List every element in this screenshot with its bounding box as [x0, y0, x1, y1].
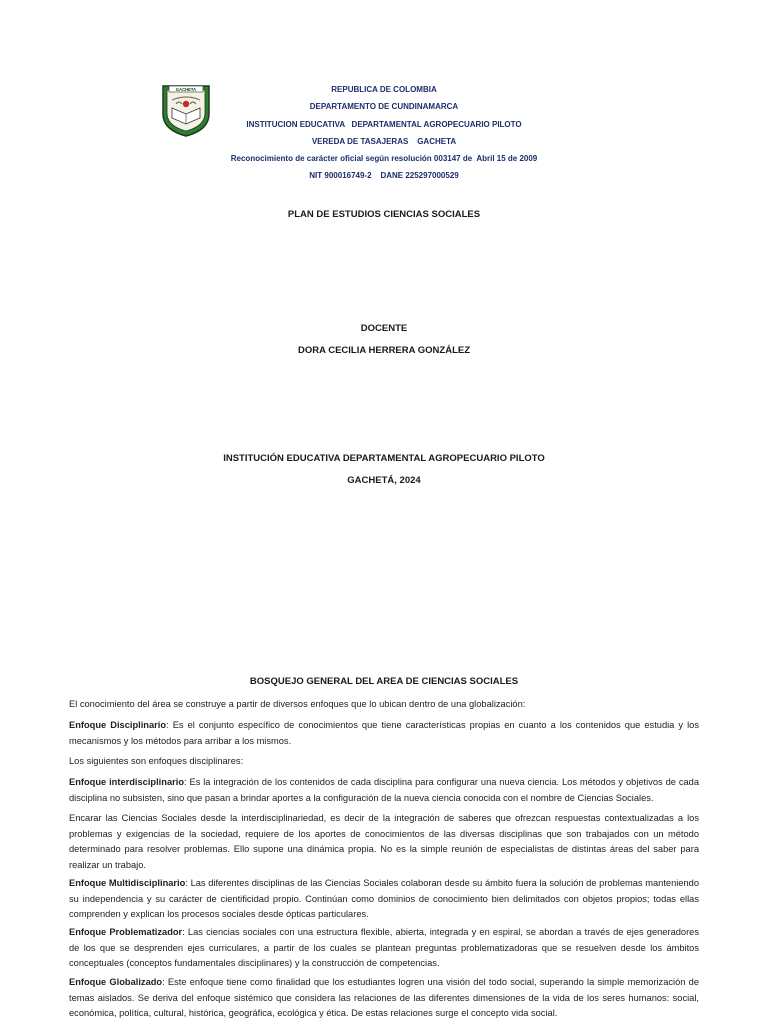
text-globalizado: : Este enfoque tiene como finalidad que los estudiantes logren una visión del todo social, superando la simple memorización de temas aislados. Se deriva del enfoque sistémico que considera las relaciones de las diferentes dimensiones de la vida de los seres humanos: social, económica, política, cultural, histórica, geográfica, ecológica y ética. De estas relaciones surge el concepto vida social. [69, 977, 700, 1019]
paragraph-disciplinario [69, 718, 699, 749]
text-disciplinario: : Es el conjunto específico de conocimientos que tiene características propias en cuanto a los contenidos que estudia y los mecanismos y los métodos para arribar a los mismos. [69, 720, 700, 746]
paragraph-interdisciplinario [69, 775, 699, 806]
paragraph-multidisciplinario [69, 876, 699, 923]
docente-label: DOCENTE [360, 323, 408, 334]
header-line-nit-dane: NIT 900016749-2 DANE 225297000529 [309, 171, 459, 181]
header-line-department: DEPARTAMENTO DE CUNDINAMARCA [309, 102, 459, 112]
logo-text: GACHETA [175, 87, 197, 92]
paragraph-intro: El conocimiento del área se construye a partir de diversos enfoques que lo ubican dentro de una globalización: [69, 699, 526, 709]
header-line-republic: REPUBLICA DE COLOMBIA [331, 85, 437, 94]
term-multidisciplinario: Enfoque Multidisciplinario [69, 878, 186, 888]
paragraph-siguientes: Los siguientes son enfoques disciplinares: [69, 756, 244, 766]
institution-header [200, 81, 568, 185]
plan-title: PLAN DE ESTUDIOS CIENCIAS SOCIALES [287, 209, 481, 220]
header-line-vereda: VEREDA DE TASAJERAS GACHETA [311, 136, 457, 146]
term-globalizado: Enfoque Globalizado [69, 977, 163, 987]
term-interdisciplinario: Enfoque interdisciplinario [69, 777, 184, 787]
paragraph-problematizador [69, 925, 699, 972]
text-problematizador: : Las ciencias sociales con una estructura flexible, abierta, integrada y en espiral, se abordan a través de ejes generadores de los que se desprenden ejes curriculares, a partir de los cuales se plantean preguntas problematizadoras que se resuelven desde los ámbitos conceptuales (conceptos fundamentales disciplinares) y la construcción de competencias. [69, 927, 699, 969]
institution-name: INSTITUCIÓN EDUCATIVA DEPARTAMENTAL AGROPECUARIO PILOTO [223, 453, 545, 464]
paragraph-globalizado [69, 975, 699, 1022]
header-line-recognition: Reconocimiento de carácter oficial según resolución 003147 de Abril 15 de 2009 [230, 154, 538, 164]
place-year: GACHETÁ, 2024 [347, 475, 421, 486]
text-interdisciplinario: : Es la integración de los contenidos de cada disciplina para configurar una nueva ciencia. Los métodos y objetivos de cada disciplina no subsisten, sino que pasan a brindar aportes a la configuración de la nueva ciencia conocida con el nombre de Ciencias Sociales. [69, 777, 699, 803]
text-multidisciplinario: : Las diferentes disciplinas de las Ciencias Sociales colaboran desde su ámbito fuera la solución de problemas manteniendo su independencia y su carácter de cientificidad propio. Continúan como dominios de conocimiento bien delimitados con objetos propios; todas ellas comprenden y explican los procesos sociales desde ópticas particulares. [69, 878, 699, 920]
docente-name: DORA CECILIA HERRERA GONZÁLEZ [297, 345, 471, 356]
header-line-institution: INSTITUCION EDUCATIVA DEPARTAMENTAL AGROPECUARIO PILOTO [246, 119, 522, 129]
paragraph-encarar: Encarar las Ciencias Sociales desde la interdisciplinariedad, es decir de la integración de saberes que ofrezcan respuestas contextualizadas a los problemas y exigencias de la sociedad, requiere de los aportes de conocimientos de las diversas disciplinas que son trabajados con un método determinado para resolver problemas. Ello supone una dinámica propia. No es la simple reunión de especialistas de distintas áreas del saber para realizar un trabajo. [69, 813, 699, 870]
term-problematizador: Enfoque Problematizador [69, 927, 183, 937]
docente-block [0, 318, 768, 362]
section-title: BOSQUEJO GENERAL DEL AREA DE CIENCIAS SOCIALES [249, 676, 519, 687]
institution-block [0, 448, 768, 492]
term-disciplinario: Enfoque Disciplinario [69, 720, 167, 730]
